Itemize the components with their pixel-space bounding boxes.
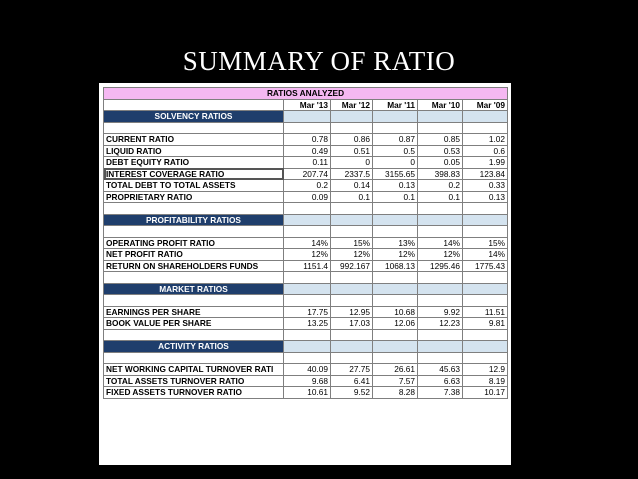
spacer-cell	[104, 226, 284, 238]
section-header: MARKET RATIOS	[104, 283, 284, 295]
row-value: 14%	[418, 237, 463, 249]
row-value: 15%	[331, 237, 373, 249]
table-row	[104, 237, 508, 249]
spacer-cell	[373, 203, 418, 215]
row-value: 0.6	[463, 145, 508, 157]
spacer-cell	[418, 329, 463, 341]
table-row	[104, 134, 508, 146]
section-header-pad	[373, 111, 418, 123]
table-row	[104, 318, 508, 330]
row-value: 0.49	[284, 145, 331, 157]
row-value: 1068.13	[373, 260, 418, 272]
year-header: Mar '11	[373, 99, 418, 111]
row-value: 1295.46	[418, 260, 463, 272]
spacer-row	[104, 295, 508, 307]
table-row	[104, 375, 508, 387]
row-label: TOTAL ASSETS TURNOVER RATIO	[104, 375, 284, 387]
row-value: 10.17	[463, 387, 508, 399]
row-value: 7.38	[418, 387, 463, 399]
row-label: INTEREST COVERAGE RATIO	[104, 168, 284, 180]
section-header-pad	[463, 111, 508, 123]
row-value: 40.09	[284, 364, 331, 376]
row-value: 10.61	[284, 387, 331, 399]
row-label: CURRENT RATIO	[104, 134, 284, 146]
row-value: 12%	[331, 249, 373, 261]
row-value: 0.05	[418, 157, 463, 169]
spacer-cell	[418, 272, 463, 284]
row-value: 0.1	[418, 191, 463, 203]
row-value: 992.167	[331, 260, 373, 272]
row-value: 0.85	[418, 134, 463, 146]
spacer-cell	[284, 203, 331, 215]
row-label: RETURN ON SHAREHOLDERS FUNDS	[104, 260, 284, 272]
spacer-cell	[284, 122, 331, 134]
row-label: FIXED ASSETS TURNOVER RATIO	[104, 387, 284, 399]
row-value: 8.19	[463, 375, 508, 387]
row-value: 14%	[463, 249, 508, 261]
section-header-pad	[284, 283, 331, 295]
spacer-cell	[463, 295, 508, 307]
row-value: 12%	[373, 249, 418, 261]
row-value: 3155.65	[373, 168, 418, 180]
spacer-cell	[284, 272, 331, 284]
spacer-cell	[104, 329, 284, 341]
section-header: ACTIVITY RATIOS	[104, 341, 284, 353]
spacer-cell	[331, 352, 373, 364]
row-value: 12.23	[418, 318, 463, 330]
row-value: 7.57	[373, 375, 418, 387]
spacer-row	[104, 203, 508, 215]
section-header-pad	[418, 341, 463, 353]
ratios-table	[103, 87, 508, 399]
section-header-pad	[284, 341, 331, 353]
spacer-cell	[373, 122, 418, 134]
section-header-pad	[373, 283, 418, 295]
spacer-cell	[373, 329, 418, 341]
spacer-cell	[418, 203, 463, 215]
table-row	[104, 364, 508, 376]
row-value: 12.9	[463, 364, 508, 376]
row-label: OPERATING PROFIT RATIO	[104, 237, 284, 249]
row-value: 12%	[284, 249, 331, 261]
spacer-cell	[104, 295, 284, 307]
row-value: 0.53	[418, 145, 463, 157]
spacer-cell	[104, 122, 284, 134]
row-value: 0.13	[463, 191, 508, 203]
section-header-row	[104, 341, 508, 353]
section-header-pad	[331, 341, 373, 353]
row-value: 2337.5	[331, 168, 373, 180]
row-value: 6.41	[331, 375, 373, 387]
ratio-spreadsheet	[99, 83, 511, 465]
row-value: 1775.43	[463, 260, 508, 272]
section-header-pad	[284, 111, 331, 123]
row-value: 27.75	[331, 364, 373, 376]
row-value: 9.52	[331, 387, 373, 399]
row-value: 17.75	[284, 306, 331, 318]
row-value: 398.83	[418, 168, 463, 180]
row-value: 10.68	[373, 306, 418, 318]
row-value: 14%	[284, 237, 331, 249]
spacer-cell	[463, 272, 508, 284]
table-row	[104, 387, 508, 399]
year-header-row	[104, 99, 508, 111]
spacer-cell	[331, 203, 373, 215]
row-label: LIQUID RATIO	[104, 145, 284, 157]
table-row	[104, 260, 508, 272]
spacer-cell	[463, 203, 508, 215]
table-row	[104, 249, 508, 261]
table-row	[104, 180, 508, 192]
spacer-row	[104, 329, 508, 341]
row-value: 6.63	[418, 375, 463, 387]
row-value: 15%	[463, 237, 508, 249]
spacer-row	[104, 352, 508, 364]
spacer-cell	[373, 272, 418, 284]
row-value: 123.84	[463, 168, 508, 180]
row-value: 0.87	[373, 134, 418, 146]
row-value: 12.95	[331, 306, 373, 318]
section-header-row	[104, 214, 508, 226]
year-header-blank	[104, 99, 284, 111]
spacer-cell	[104, 203, 284, 215]
spacer-cell	[331, 272, 373, 284]
row-value: 0.33	[463, 180, 508, 192]
row-value: 0.1	[373, 191, 418, 203]
row-value: 13%	[373, 237, 418, 249]
section-header-pad	[418, 111, 463, 123]
section-header-pad	[331, 283, 373, 295]
row-value: 12.06	[373, 318, 418, 330]
spacer-cell	[418, 295, 463, 307]
row-value: 0.09	[284, 191, 331, 203]
year-header: Mar '09	[463, 99, 508, 111]
section-header-pad	[331, 111, 373, 123]
section-header-row	[104, 283, 508, 295]
row-label: EARNINGS PER SHARE	[104, 306, 284, 318]
spacer-row	[104, 122, 508, 134]
row-value: 0.5	[373, 145, 418, 157]
row-value: 0	[373, 157, 418, 169]
table-caption: RATIOS ANALYZED	[104, 88, 508, 100]
row-label: PROPRIETARY RATIO	[104, 191, 284, 203]
spacer-cell	[418, 352, 463, 364]
row-value: 207.74	[284, 168, 331, 180]
row-label: NET WORKING CAPITAL TURNOVER RATI	[104, 364, 284, 376]
section-header-pad	[463, 283, 508, 295]
slide-title: SUMMARY OF RATIO	[182, 46, 456, 76]
spacer-cell	[373, 226, 418, 238]
table-row	[104, 191, 508, 203]
row-label: BOOK VALUE PER SHARE	[104, 318, 284, 330]
row-value: 9.81	[463, 318, 508, 330]
section-header: PROFITABILITY RATIOS	[104, 214, 284, 226]
spacer-cell	[284, 352, 331, 364]
row-value: 0.78	[284, 134, 331, 146]
spacer-cell	[284, 295, 331, 307]
spacer-row	[104, 226, 508, 238]
spacer-cell	[418, 226, 463, 238]
spacer-cell	[463, 329, 508, 341]
row-value: 0.14	[331, 180, 373, 192]
row-value: 26.61	[373, 364, 418, 376]
row-value: 0.13	[373, 180, 418, 192]
row-value: 0.51	[331, 145, 373, 157]
section-header-row	[104, 111, 508, 123]
section-header-pad	[373, 341, 418, 353]
spacer-cell	[373, 352, 418, 364]
row-value: 12%	[418, 249, 463, 261]
spacer-cell	[104, 272, 284, 284]
spacer-cell	[284, 329, 331, 341]
row-value: 0	[331, 157, 373, 169]
row-value: 11.51	[463, 306, 508, 318]
spacer-cell	[463, 122, 508, 134]
row-value: 8.28	[373, 387, 418, 399]
table-row	[104, 168, 508, 180]
table-row	[104, 306, 508, 318]
row-value: 0.2	[418, 180, 463, 192]
section-header-pad	[463, 214, 508, 226]
section-header-pad	[418, 283, 463, 295]
spacer-cell	[331, 329, 373, 341]
section-header-pad	[463, 341, 508, 353]
section-header-pad	[331, 214, 373, 226]
row-value: 9.92	[418, 306, 463, 318]
table-row	[104, 145, 508, 157]
row-value: 9.68	[284, 375, 331, 387]
row-value: 17.03	[331, 318, 373, 330]
row-value: 13.25	[284, 318, 331, 330]
spacer-cell	[463, 352, 508, 364]
row-value: 1151.4	[284, 260, 331, 272]
spacer-cell	[331, 295, 373, 307]
row-label: DEBT EQUITY RATIO	[104, 157, 284, 169]
spacer-cell	[463, 226, 508, 238]
year-header: Mar '13	[284, 99, 331, 111]
spacer-cell	[373, 295, 418, 307]
spacer-cell	[331, 122, 373, 134]
row-value: 1.02	[463, 134, 508, 146]
row-value: 0.1	[331, 191, 373, 203]
year-header: Mar '10	[418, 99, 463, 111]
section-header-pad	[418, 214, 463, 226]
section-header-pad	[284, 214, 331, 226]
row-value: 1.99	[463, 157, 508, 169]
row-value: 45.63	[418, 364, 463, 376]
spacer-cell	[284, 226, 331, 238]
row-value: 0.11	[284, 157, 331, 169]
spacer-row	[104, 272, 508, 284]
row-value: 0.86	[331, 134, 373, 146]
table-row	[104, 157, 508, 169]
spacer-cell	[331, 226, 373, 238]
section-header-pad	[373, 214, 418, 226]
spacer-cell	[104, 352, 284, 364]
row-label: TOTAL DEBT TO TOTAL ASSETS	[104, 180, 284, 192]
section-header: SOLVENCY RATIOS	[104, 111, 284, 123]
spacer-cell	[418, 122, 463, 134]
row-value: 0.2	[284, 180, 331, 192]
year-header: Mar '12	[331, 99, 373, 111]
row-label: NET PROFIT RATIO	[104, 249, 284, 261]
